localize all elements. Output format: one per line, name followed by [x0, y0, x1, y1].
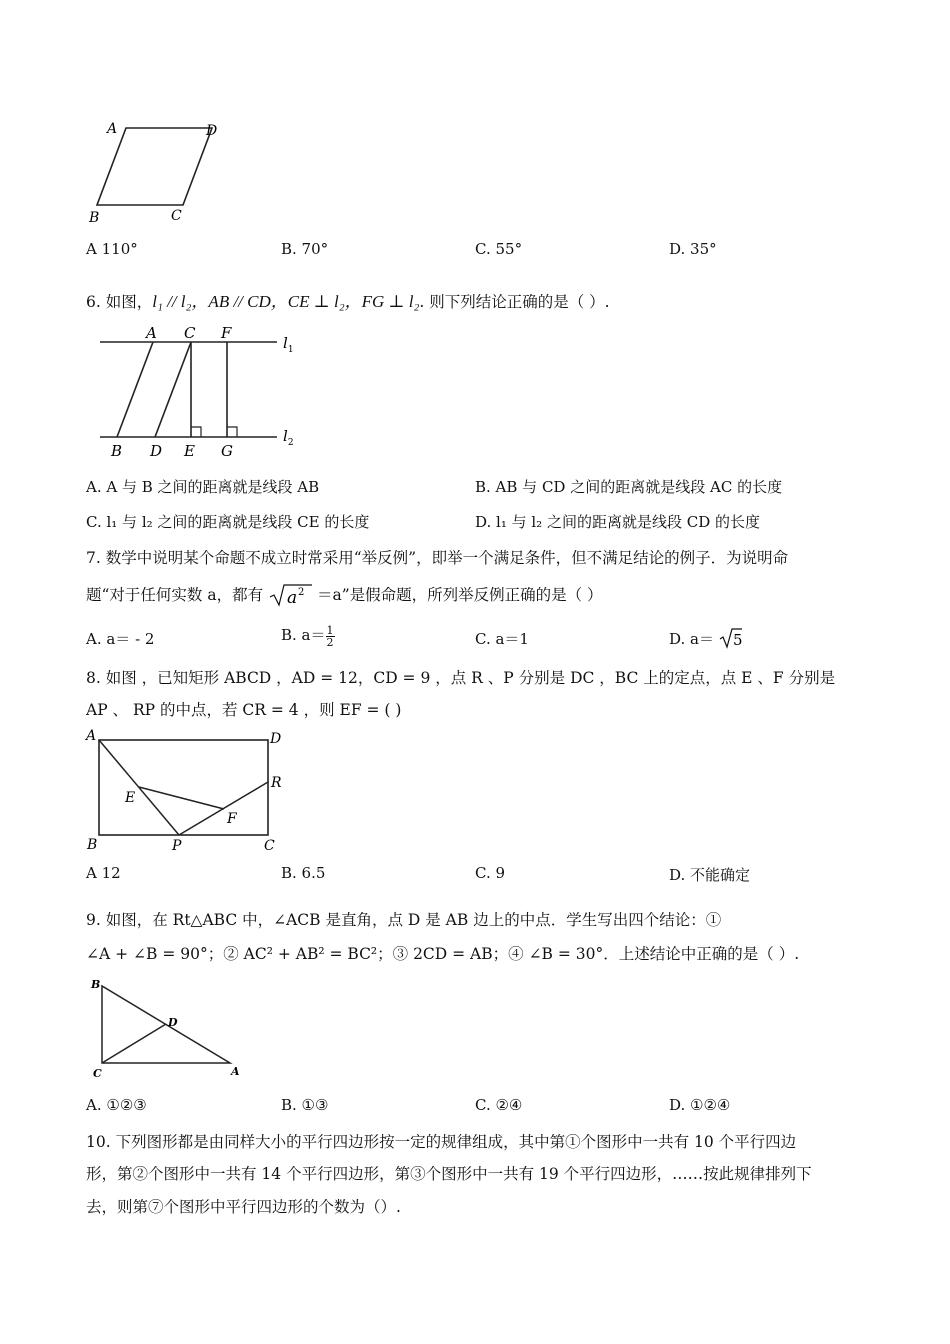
svg-text:2: 2: [298, 587, 305, 598]
label-C: C: [93, 1067, 102, 1080]
q6-suffix: . 则下列结论正确的是（ ）.: [419, 293, 610, 311]
svg-text:a: a: [287, 588, 298, 608]
q7-option-d: D. a＝ 5: [669, 626, 743, 650]
label-D: D: [206, 123, 218, 139]
label-C: C: [171, 208, 182, 224]
parallelogram-figure: [85, 115, 235, 230]
q7-line1: 7. 数学中说明某个命题不成立时常采用“举反例”，即举一个满足条件，但不满足结论的例子．为说明命: [86, 549, 789, 567]
q8-option-b: B. 6.5: [281, 864, 326, 882]
label-A: A: [107, 121, 118, 137]
q10-line1: 10. 下列图形都是由同样大小的平行四边形按一定的规律组成，其中第①个图形中一共有 10 个平行四边: [86, 1133, 797, 1151]
label-l2: $l_2$: [283, 427, 294, 448]
q7-line2b: ＝a”是假命题，所列举反例正确的是（ ）: [316, 586, 603, 604]
label-A: A: [231, 1065, 240, 1078]
label-B: B: [111, 442, 123, 460]
q6-stem: [86, 287, 610, 312]
label-C: C: [264, 838, 275, 853]
label-E: E: [125, 790, 136, 806]
label-E: E: [184, 442, 195, 460]
label-B: B: [87, 837, 98, 853]
q10-line2: 形，第②个图形中一共有 14 个平行四边形，第③个图形中一共有 19 个平行四边形，……按此规律排列下: [86, 1165, 812, 1183]
q8-line2: AP 、 RP 的中点，若 CR = 4 ，则 EF = ( ): [86, 701, 402, 719]
q6-option-c: C. l₁ 与 l₂ 之间的距离就是线段 CE 的长度: [86, 513, 370, 531]
q8-line1: 8. 如图 ，已知矩形 ABCD ，AD = 12，CD = 9 ，点 R 、P 分别是 DC ，BC 上的定点，点 E 、F 分别是: [86, 669, 836, 687]
sqrt-a-squared: [268, 582, 312, 608]
q5-option-a: A 110°: [86, 240, 138, 258]
label-R: R: [271, 775, 282, 791]
q8-option-c: C. 9: [475, 864, 506, 882]
label-B: B: [91, 978, 101, 991]
q8-option-d: D. 不能确定: [669, 866, 751, 884]
sqrt-5: [719, 626, 743, 650]
q9-option-d: D. ①②④: [669, 1096, 731, 1114]
label-F: F: [221, 324, 232, 342]
q7-line2: [86, 582, 603, 608]
q7-option-b: B. a＝ $\frac{1}{2}$: [281, 623, 334, 649]
q9-line1: 9. 如图，在 Rt△ABC 中，∠ACB 是直角，点 D 是 AB 边上的中点．学生写出四个结论：①: [86, 911, 722, 929]
label-B: B: [89, 210, 100, 226]
label-F: F: [227, 811, 237, 827]
q9-option-c: C. ②④: [475, 1096, 523, 1114]
label-D: D: [168, 1016, 178, 1029]
q6-prefix: 6. 如图，: [86, 293, 153, 311]
q5-option-b: B. 70°: [281, 240, 329, 258]
q9-line2: ∠A + ∠B = 90°；② AC² + AB² = BC²；③ 2CD = AB；④ ∠B = 30°．上述结论中正确的是（ ）.: [86, 945, 800, 963]
label-G: G: [221, 442, 233, 460]
fraction-one-half: $\frac{1}{2}$: [326, 623, 334, 649]
q9-option-a: A. ①②③: [86, 1096, 147, 1114]
rectangle-figure: [85, 728, 290, 853]
label-C: C: [184, 324, 196, 342]
label-D: D: [150, 442, 163, 460]
q6-option-d: D. l₁ 与 l₂ 之间的距离就是线段 CD 的长度: [475, 513, 760, 531]
label-A: A: [146, 324, 157, 342]
q7-line2a: 题“对于任何实数 a，都有: [86, 586, 264, 604]
q7-option-c: C. a＝1: [475, 630, 529, 648]
q6-option-b: B. AB 与 CD 之间的距离就是线段 AC 的长度: [475, 478, 783, 496]
q5-option-d: D. 35°: [669, 240, 717, 258]
q9-option-b: B. ①③: [281, 1096, 329, 1114]
parallel-lines-figure: [95, 320, 310, 462]
label-D: D: [270, 731, 282, 747]
q8-option-a: A 12: [86, 864, 121, 882]
label-P: P: [172, 838, 182, 853]
right-triangle-figure: [88, 974, 248, 1084]
q6-option-a: A. A 与 B 之间的距离就是线段 AB: [86, 478, 320, 496]
q5-option-c: C. 55°: [475, 240, 523, 258]
q10-line3: 去，则第⑦个图形中平行四边形的个数为（）.: [86, 1198, 401, 1216]
svg-text:5: 5: [732, 631, 743, 649]
q7-option-a: A. a＝ - 2: [86, 630, 155, 648]
q6-condition: l₁ // l₂，AB // CD，CE ⊥ l₂，FG ⊥ l₂: [152, 292, 420, 311]
label-l1: $l_1$: [283, 334, 294, 355]
label-A: A: [86, 728, 97, 744]
